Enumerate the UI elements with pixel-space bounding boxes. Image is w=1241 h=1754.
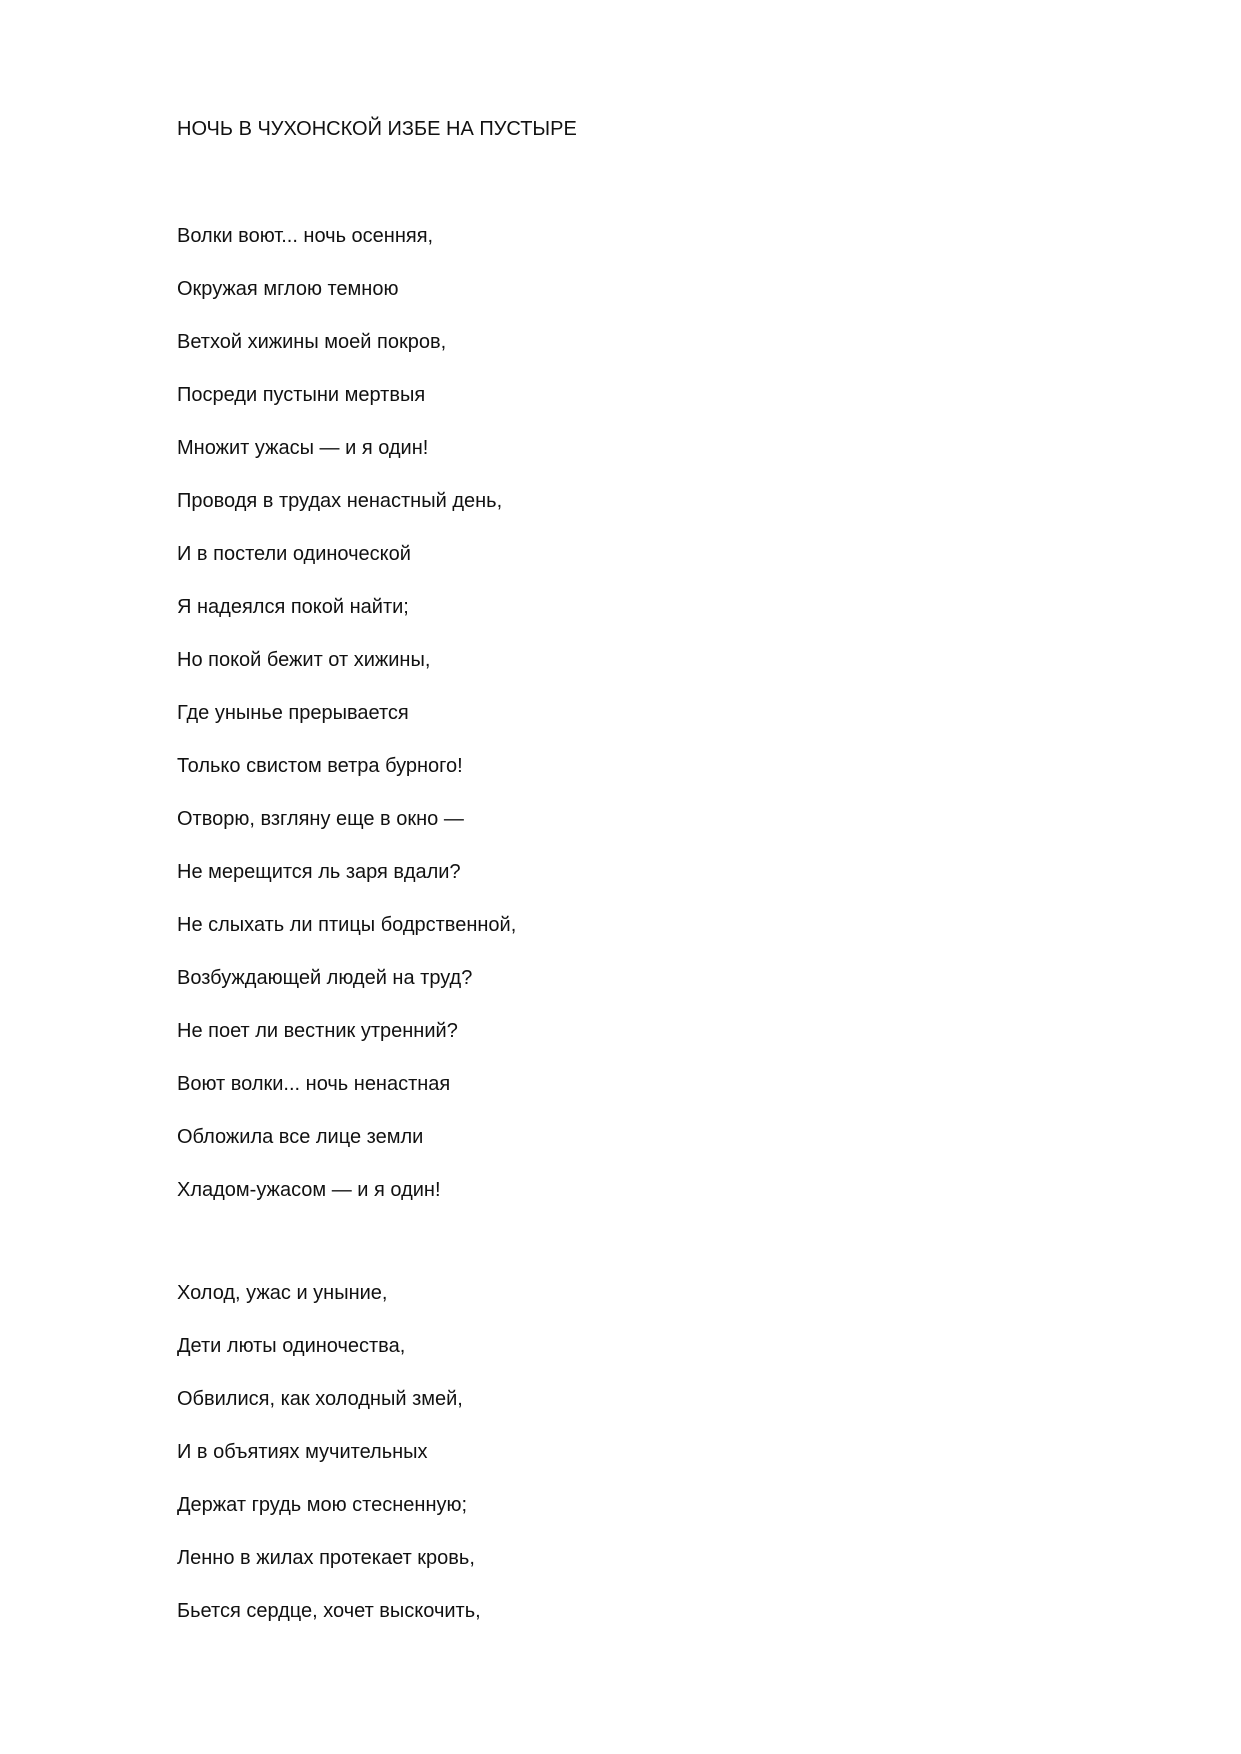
poem-line: Дети люты одиночества, <box>177 1335 406 1357</box>
stanza-1 <box>177 224 516 1231</box>
poem-line: Волки воют... ночь осенняя, <box>177 225 434 247</box>
poem-line: Окружая мглою темною <box>177 278 399 300</box>
poem-line: Обложила все лице земли <box>177 1126 424 1148</box>
poem-line: И в объятиях мучительных <box>177 1441 428 1463</box>
stanza-2 <box>177 1281 481 1652</box>
poem-title: НОЧЬ В ЧУХОНСКОЙ ИЗБЕ НА ПУСТЫРЕ <box>177 118 577 140</box>
poem-line: Держат грудь мою стесненную; <box>177 1494 468 1516</box>
poem-line: Отворю, взгляну еще в окно — <box>177 808 464 830</box>
poem-line: Но покой бежит от хижины, <box>177 649 431 671</box>
poem-line: Только свистом ветра бурного! <box>177 755 463 777</box>
poem-line: Не слыхать ли птицы бодрственной, <box>177 914 517 936</box>
poem-line: Не мерещится ль заря вдали? <box>177 861 461 883</box>
poem-line: Хладом-ужасом — и я один! <box>177 1179 441 1201</box>
poem-line: Я надеялся покой найти; <box>177 596 409 618</box>
poem-line: Воют волки... ночь ненастная <box>177 1073 451 1095</box>
poem-line: Посреди пустыни мертвыя <box>177 384 426 406</box>
poem-line: Множит ужасы — и я один! <box>177 437 429 459</box>
poem-line: Ветхой хижины моей покров, <box>177 331 447 353</box>
poem-line: Обвилися, как холодный змей, <box>177 1388 463 1410</box>
poem-line: Проводя в трудах ненастный день, <box>177 490 503 512</box>
poem-line: Не поет ли вестник утренний? <box>177 1020 458 1042</box>
poem-line: Бьется сердце, хочет выскочить, <box>177 1600 481 1622</box>
poem-line: И в постели одиноческой <box>177 543 411 565</box>
poem-line: Где уныньe прерывается <box>177 702 409 724</box>
poem-line: Возбуждающей людей на труд? <box>177 967 473 989</box>
poem-line: Холод, ужас и уныние, <box>177 1282 388 1304</box>
poem-line: Ленно в жилах протекает кровь, <box>177 1547 475 1569</box>
